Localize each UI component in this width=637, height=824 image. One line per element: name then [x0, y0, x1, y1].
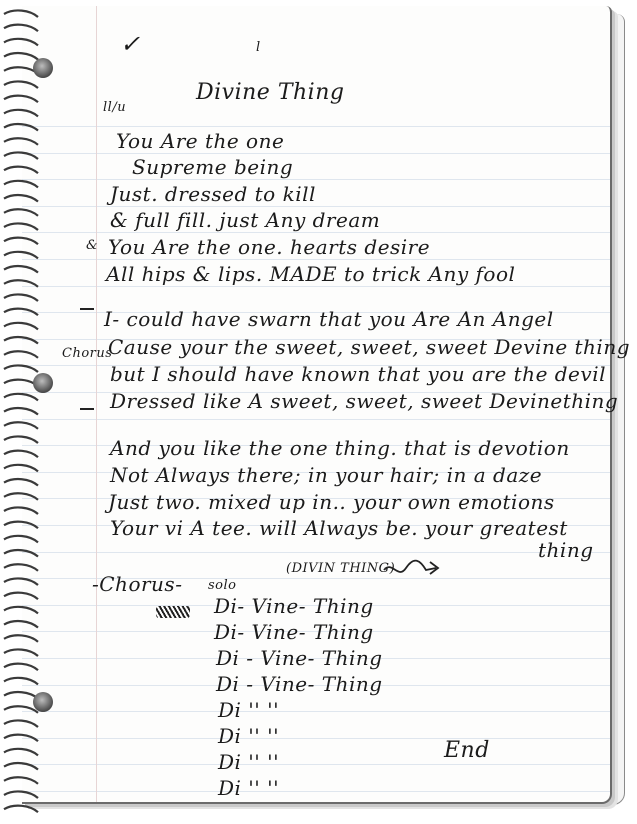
spiral-coil	[4, 763, 38, 770]
outro-line-1: Di- Vine- Thing	[214, 594, 374, 618]
spiral-coil	[4, 266, 38, 273]
spiral-coil	[4, 664, 38, 671]
verse1-line-6: All hips & lips. MADE to trick Any fool	[106, 262, 516, 286]
bracket-note: (DIVIN THING)	[286, 561, 396, 576]
squiggle-arrow	[382, 558, 442, 582]
spiral-coil	[4, 124, 38, 131]
song-title: Divine Thing	[196, 80, 345, 105]
spiral-coil	[4, 720, 38, 727]
spiral-coil	[4, 138, 38, 145]
spiral-coil	[4, 493, 38, 500]
chorus-line-1: I- could have swarn that you Are An Angel	[104, 307, 554, 331]
chorus-dash-mark-bottom	[80, 408, 94, 410]
spiral-coil	[4, 39, 38, 46]
spiral-coil	[4, 749, 38, 756]
spiral-coil	[4, 294, 38, 301]
spiral-coil	[4, 451, 38, 458]
spiral-coil	[4, 706, 38, 713]
spiral-coil	[4, 550, 38, 557]
chorus-footer-label: -Chorus-	[92, 572, 183, 596]
spiral-coil	[4, 479, 38, 486]
outro-line-5: Di '' ''	[218, 698, 280, 722]
outro-line-4: Di - Vine- Thing	[216, 672, 383, 696]
punch-hole-bottom	[33, 692, 53, 712]
spiral-coil	[4, 607, 38, 614]
spiral-coil	[4, 351, 38, 358]
outro-line-7: Di '' ''	[218, 750, 280, 774]
spiral-coil	[4, 536, 38, 543]
outro-line-3: Di - Vine- Thing	[216, 646, 383, 670]
spiral-coil	[4, 96, 38, 103]
outro-line-6: Di '' ''	[218, 724, 280, 748]
spiral-coil	[4, 110, 38, 117]
punch-hole-middle	[33, 373, 53, 393]
spiral-coil	[4, 564, 38, 571]
margin-line	[96, 6, 97, 802]
spiral-coil	[4, 649, 38, 656]
chorus-line-2: Cause your the sweet, sweet, sweet Devine thing	[108, 335, 631, 359]
verse1-line-2: Supreme being	[132, 155, 294, 179]
spiral-coil	[4, 422, 38, 429]
spiral-coil	[4, 223, 38, 230]
spiral-coil	[4, 280, 38, 287]
end-label: End	[444, 738, 490, 763]
ruled-line	[22, 126, 610, 127]
ruled-line	[22, 764, 610, 765]
spiral-coil	[4, 181, 38, 188]
spiral-coil	[4, 195, 38, 202]
spiral-coil	[4, 167, 38, 174]
solo-label: solo	[208, 578, 237, 593]
verse2-line-4: Your vi A tee. will Always be. your greatest	[110, 516, 568, 540]
spiral-coil	[4, 522, 38, 529]
outro-line-8: Di '' ''	[218, 776, 280, 800]
verse2-line-5: thing	[538, 538, 594, 562]
ruled-line	[22, 738, 610, 739]
spiral-coil	[4, 309, 38, 316]
spiral-coil	[4, 25, 38, 32]
ruled-line	[22, 206, 610, 207]
spiral-coil	[4, 635, 38, 642]
spiral-coil	[4, 735, 38, 742]
spiral-coil	[4, 365, 38, 372]
check-mark: ✓	[120, 30, 141, 58]
verse1-line-4: & full fill. just Any dream	[110, 208, 381, 232]
spiral-coil	[4, 436, 38, 443]
ruled-line	[22, 711, 610, 712]
spiral-coil	[4, 465, 38, 472]
spiral-coil	[4, 593, 38, 600]
spiral-coil	[4, 678, 38, 685]
verse2-line-3: Just two. mixed up in.. your own emotions	[108, 490, 555, 514]
spiral-coil	[4, 81, 38, 88]
chorus-side-label: Chorus	[62, 346, 113, 361]
verse2-line-2: Not Always there; in your hair; in a daze	[110, 463, 543, 487]
spiral-coil	[4, 323, 38, 330]
ruled-line	[22, 259, 610, 260]
ruled-line	[22, 179, 610, 180]
spiral-coil	[4, 10, 38, 17]
spiral-coil	[4, 507, 38, 514]
verse1-margin-mark: &	[86, 238, 99, 253]
spiral-coil	[4, 806, 38, 813]
spiral-coil	[4, 408, 38, 415]
verse2-line-1: And you like the one thing. that is devotion	[110, 436, 570, 460]
outro-line-2: Di- Vine- Thing	[214, 620, 374, 644]
spiral-coil	[4, 791, 38, 798]
chorus-line-3: but I should have known that you are the devil	[110, 362, 606, 386]
verse1-line-3: Just. dressed to kill	[110, 182, 316, 206]
side-margin-mark: ll/u	[103, 100, 127, 115]
spiral-coil	[4, 777, 38, 784]
spiral-coil	[4, 252, 38, 259]
ruled-line	[22, 419, 610, 420]
spiral-coil	[4, 209, 38, 216]
ruled-line	[22, 552, 610, 553]
top-tick-mark: l	[256, 40, 261, 55]
spiral-coil	[4, 53, 38, 60]
spiral-coil	[4, 337, 38, 344]
verse1-line-5: You Are the one. hearts desire	[108, 235, 431, 259]
chorus-dash-mark-top	[80, 308, 94, 310]
ruled-line	[22, 153, 610, 154]
scribbled-out-word	[156, 606, 190, 618]
spiral-coil	[4, 621, 38, 628]
spiral-coil	[4, 578, 38, 585]
spiral-coil	[4, 394, 38, 401]
punch-hole-top	[33, 58, 53, 78]
spiral-coil	[4, 238, 38, 245]
ruled-line	[22, 232, 610, 233]
ruled-line	[22, 791, 610, 792]
spiral-coil	[4, 152, 38, 159]
verse1-line-1: You Are the one	[116, 129, 285, 153]
chorus-line-4: Dressed like A sweet, sweet, sweet Devinething	[110, 389, 619, 413]
ruled-line	[22, 286, 610, 287]
